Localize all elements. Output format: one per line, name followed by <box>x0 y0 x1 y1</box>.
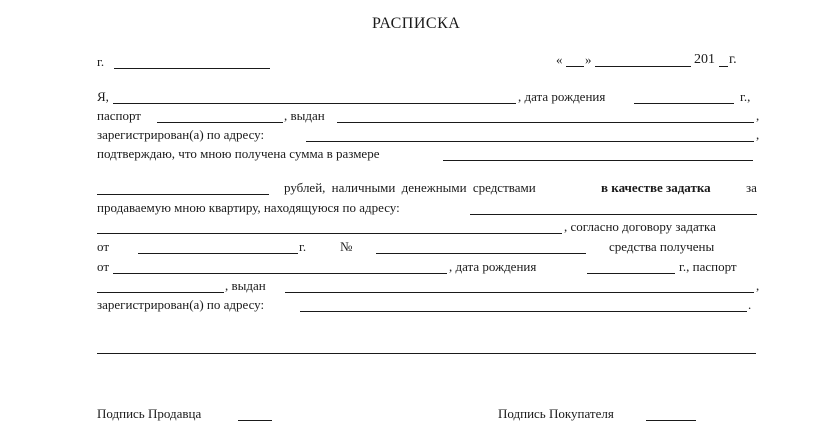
contract-date-field[interactable] <box>138 253 298 254</box>
buyer-name-field[interactable] <box>113 273 447 274</box>
month-field[interactable] <box>595 66 691 67</box>
buyer-dob-field[interactable] <box>587 273 675 274</box>
extra-notes-field[interactable] <box>97 353 756 354</box>
city-field[interactable] <box>114 68 270 69</box>
line10-issued: , выдан <box>225 278 266 293</box>
confirm-text: подтверждаю, что мною получена сумма в размере <box>97 146 380 161</box>
line10-comma: , <box>756 278 760 293</box>
sold-property-text: продаваемую мною квартиру, находящуюся по адресу: <box>97 200 400 215</box>
number-sign: № <box>340 239 353 254</box>
contract-number-field[interactable] <box>376 253 586 254</box>
line9-passport: г., паспорт <box>679 259 737 274</box>
line1-dob-label: , дата рождения <box>518 89 606 104</box>
year-field[interactable] <box>719 66 728 67</box>
property-address-field[interactable] <box>470 214 757 215</box>
line3-comma: , <box>756 127 760 142</box>
date-close-quote: » <box>585 52 592 67</box>
buyer-address-field[interactable] <box>300 311 747 312</box>
deposit-role-text: в качестве задатка <box>601 180 711 195</box>
day-field[interactable] <box>566 66 584 67</box>
date-open-quote: « <box>556 52 563 67</box>
issued-label: , выдан <box>284 108 325 123</box>
amount-words-field[interactable] <box>97 194 269 195</box>
property-address-cont-field[interactable] <box>97 233 562 234</box>
document-title: РАСПИСКА <box>372 15 461 32</box>
buyer-signature-label: Подпись Покупателя <box>498 406 614 421</box>
registered-label: зарегистрирован(а) по адресу: <box>97 127 265 142</box>
city-label: г. <box>97 54 105 69</box>
line11-dot: . <box>748 297 752 312</box>
buyer-issued-by-field[interactable] <box>285 292 754 293</box>
line8-from: от <box>97 239 110 254</box>
line9-dob-label: , дата рождения <box>449 259 537 274</box>
line8-year: г. <box>299 239 307 254</box>
buyer-signature-field[interactable] <box>646 420 696 421</box>
line5-for: за <box>746 180 757 195</box>
full-name-field[interactable] <box>113 103 516 104</box>
buyer-registered-label: зарегистрирован(а) по адресу: <box>97 297 265 312</box>
amount-field[interactable] <box>443 160 753 161</box>
line1-year: г., <box>740 89 751 104</box>
passport-field[interactable] <box>157 122 283 123</box>
dob-field[interactable] <box>634 103 734 104</box>
buyer-passport-field[interactable] <box>97 292 224 293</box>
year-suffix: г. <box>729 52 737 67</box>
issued-by-field[interactable] <box>337 122 754 123</box>
line9-from: от <box>97 259 110 274</box>
seller-signature-field[interactable] <box>238 420 272 421</box>
year-prefix: 201 <box>694 52 715 67</box>
line2-comma: , <box>756 108 760 123</box>
rubles-text: рублей, наличными денежными средствами <box>284 180 536 195</box>
contract-text: , согласно договору задатка <box>564 219 716 234</box>
passport-label: паспорт <box>97 108 141 123</box>
seller-signature-label: Подпись Продавца <box>97 406 202 421</box>
funds-received-text: средства получены <box>609 239 715 254</box>
address-field[interactable] <box>306 141 754 142</box>
line1-i: Я, <box>97 89 109 104</box>
